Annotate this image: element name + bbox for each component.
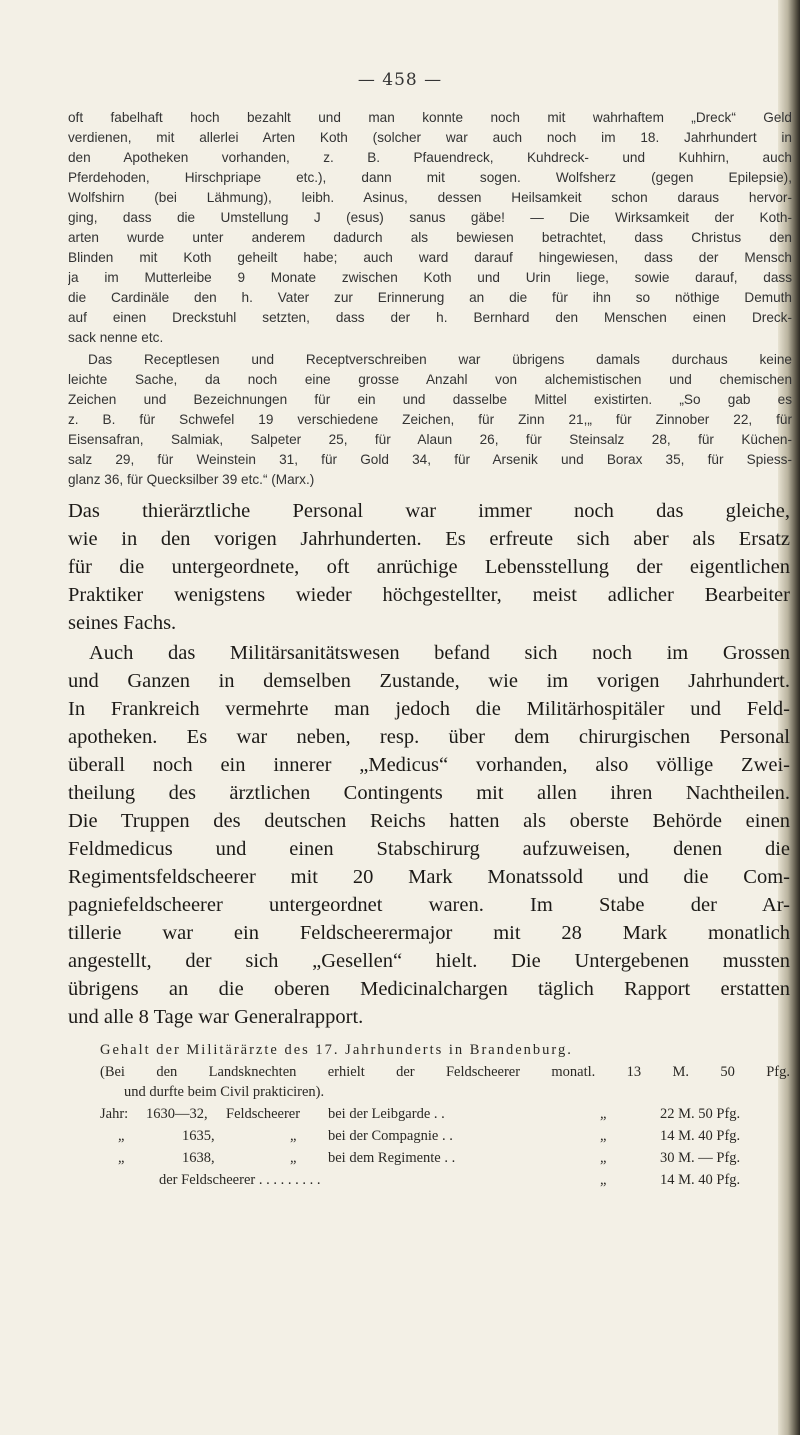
intro-line: auf einen Dreckstuhl setzten, dass der h. Bernhard den Menschen einen Dreck- (68, 310, 792, 325)
row-prefix: „ (118, 1128, 125, 1144)
row-amount: 30 M. — Pfg. (660, 1150, 741, 1166)
row-role: „ (290, 1150, 297, 1166)
row-amount: 14 M. 40 Pfg. (660, 1172, 741, 1188)
military-line: überall noch ein innerer „Medicus“ vorhanden, also völlige Zwei- (68, 754, 790, 776)
military-line: Auch das Militärsanitätswesen befand sich noch im Grossen (89, 642, 790, 664)
military-line: Feldmedicus und einen Stabschirurg aufzuweisen, denen die (68, 838, 790, 860)
row-ditto: „ (600, 1172, 607, 1188)
row-where: bei der Compagnie . . (328, 1128, 453, 1144)
intro-line: Blinden mit Koth geheilt habe; auch ward darauf hingewiesen, dass der Mensch (68, 250, 792, 265)
vet-line: seines Fachs. (68, 612, 177, 634)
row-prefix: Jahr: (100, 1106, 129, 1122)
intro-line: ging, dass die Umstellung J (esus) sanus gäbe! — Die Wirksamkeit der Koth- (68, 210, 792, 225)
salary-note-line: und durfte beim Civil prakticiren). (124, 1084, 325, 1100)
vet-line: Das thierärztliche Personal war immer noch das gleiche, (68, 500, 790, 522)
row-role: Feldscheerer (226, 1106, 301, 1122)
military-line: apotheken. Es war neben, resp. über dem chirurgischen Personal (68, 726, 790, 748)
intro-line: verdienen, mit allerlei Arten Koth (solcher war auch noch im 18. Jahrhundert in (68, 130, 792, 145)
military-line: tillerie war ein Feldscheerermajor mit 28 Mark monatlich (68, 922, 790, 944)
military-line: Regimentsfeldscheerer mit 20 Mark Monatssold und die Com- (68, 866, 790, 888)
vet-line: wie in den vorigen Jahrhunderten. Es erfreute sich aber als Ersatz (68, 528, 790, 550)
recipe-line: Das Receptlesen und Receptverschreiben war übrigens damals durchaus keine (88, 352, 792, 367)
recipe-line: glanz 36, für Quecksilber 39 etc.“ (Marx.) (68, 472, 315, 487)
page-number: — 458 — (357, 70, 443, 90)
military-line: übrigens an die oberen Medicinalchargen täglich Rapport erstatten (68, 978, 790, 1000)
row-role: „ (290, 1128, 297, 1144)
row-where: bei der Leibgarde . . (328, 1106, 445, 1122)
intro-line: den Apotheken vorhanden, z. B. Pfauendreck, Kuhdreck- und Kuhhirn, auch (68, 150, 792, 165)
military-line: und alle 8 Tage war Generalrapport. (68, 1006, 364, 1028)
intro-line: Pferdehoden, Hirschpriape etc.), dann mit sogen. Wolfsherz (gegen Epilepsie), (68, 170, 792, 185)
recipe-line: leichte Sache, da noch eine grosse Anzahl von alchemistischen und chemischen (68, 372, 792, 387)
row-amount: 22 M. 50 Pfg. (660, 1106, 741, 1122)
intro-line: ja im Mutterleibe 9 Monate zwischen Koth und Urin liege, sowie darauf, dass (68, 270, 792, 285)
row-role: der Feldscheerer . . . . . . . . . (159, 1172, 321, 1188)
recipe-line: z. B. für Schwefel 19 verschiedene Zeichen, für Zinn 21,„ für Zinnober 22, für (68, 412, 792, 427)
intro-line: die Cardinäle den h. Vater zur Erinnerung an die für ihn so nöthige Demuth (68, 290, 792, 305)
military-line: Die Truppen des deutschen Reichs hatten als oberste Behörde einen (68, 810, 790, 832)
military-line: theilung des ärztlichen Contingents mit allen ihren Nachtheilen. (68, 782, 790, 804)
military-line: angestellt, der sich „Gesellen“ hielt. Die Untergebenen mussten (68, 950, 790, 972)
recipe-line: salz 29, für Weinstein 31, für Gold 34, für Arsenik und Borax 35, für Spiess- (68, 452, 792, 467)
row-year: 1630—32, (146, 1106, 208, 1122)
intro-line: Wolfshirn (bei Lähmung), leibh. Asinus, dessen Heilsamkeit schon daraus hervor- (68, 190, 792, 205)
row-ditto: „ (600, 1106, 607, 1122)
recipe-line: Zeichen und Bezeichnungen für ein und dasselbe Mittel existirten. „So gab es (68, 392, 792, 407)
row-amount: 14 M. 40 Pfg. (660, 1128, 741, 1144)
salary-note-line: (Bei den Landsknechten erhielt der Feldscheerer monatl. 13 M. 50 Pfg. (100, 1064, 790, 1080)
military-line: pagniefeldscheerer untergeordnet waren. Im Stabe der Ar- (68, 894, 790, 916)
military-line: In Frankreich vermehrte man jedoch die Militärhospitäler und Feld- (68, 698, 790, 720)
recipe-line: Eisensafran, Salmiak, Salpeter 25, für Alaun 26, für Steinsalz 28, für Küchen- (68, 432, 792, 447)
intro-line: sack nenne etc. (68, 330, 164, 345)
vet-line: Praktiker wenigstens wieder höchgestellter, meist adlicher Bearbeiter (68, 584, 790, 606)
row-ditto: „ (600, 1128, 607, 1144)
intro-line: oft fabelhaft hoch bezahlt und man konnte noch mit wahrhaftem „Dreck“ Geld (68, 110, 792, 125)
row-year: 1635, (182, 1128, 215, 1144)
row-prefix: „ (118, 1150, 125, 1166)
row-year: 1638, (182, 1150, 215, 1166)
salary-heading: Gehalt der Militärärzte des 17. Jahrhunderts in Brandenburg. (100, 1042, 573, 1058)
vet-line: für die untergeordnete, oft anrüchige Lebensstellung der eigentlichen (68, 556, 790, 578)
intro-line: arten wurde unter anderem dadurch als bewiesen betrachtet, dass Christus den (68, 230, 792, 245)
military-line: und Ganzen in demselben Zustande, wie im vorigen Jahrhundert. (68, 670, 790, 692)
row-ditto: „ (600, 1150, 607, 1166)
row-where: bei dem Regimente . . (328, 1150, 456, 1166)
